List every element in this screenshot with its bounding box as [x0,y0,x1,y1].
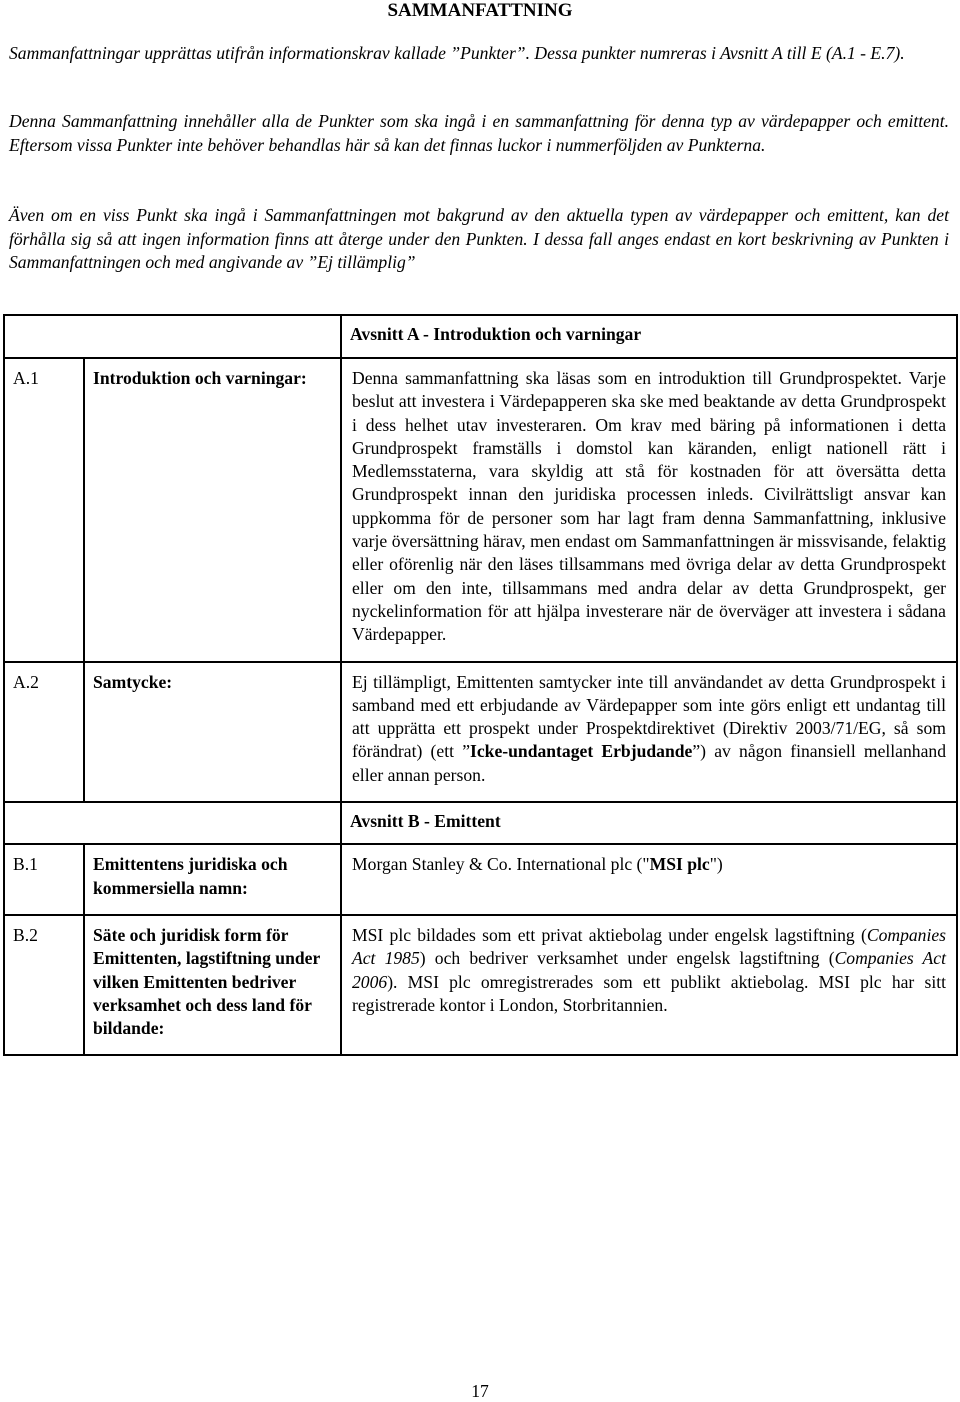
section-row-b [4,802,957,844]
section-b-blank-cell [4,802,341,844]
table-row-a1 [4,358,957,662]
row-b1-body [341,844,957,915]
row-b1-id: B.1 [4,844,84,915]
row-a1-body: Denna sammanfattning ska läsas som en introduktion till Grundprospektet. Varje beslut att investera i Värdepapperen ska ske med beaktande av detta Grundprospekt i dess helhet utav investeraren. Om krav med bäring på informationen i detta Grundprospekt framställs i domstol kan käranden, enligt nationell rätt i Medlemsstaterna, vara skyldig att stå för kostnaden för att översätta detta Grundprospekt innan den juridiska processen inleds. Civilrättsligt ansvar kan uppkomma för de personer som har lagt fram denna Sammanfattning, inklusive varje översättning härav, men endast om Sammanfattningen är missvisande, felaktig eller oförenlig när den läses tillsammans med övriga delar av detta Grundprospekt eller om den inte, tillsammans med andra delar av detta Grundprospekt, ger nyckelinformation för att hjälpa investerare när de överväger att investera i sådana Värdepapper. [341,358,957,662]
row-a2-body-text-1: Ej tillämpligt, Emittenten samtycker inte till användandet av detta Grundprospekt i samband med ett erbjudande av Värdepapper som inte görs enligt ett undantag till att upprätta ett prospekt under Prospektdirektivet (Direktiv 2003/71/EG, så som förändrat) (ett ” [352,671,946,762]
row-b2-body-text-2: ) och bedriver verksamhet under engelsk lagstiftning ( [419,948,835,969]
row-b2-act-2006: Companies Act 2006 [352,948,947,992]
row-a1-id: A.1 [4,358,84,662]
intro-paragraph-3: Även om en viss Punkt ska ingå i Sammanfattningen mot bakgrund av den aktuella typen av värdepapper och emittent, kan det förhålla sig så att ingen information finns att återge under den Punkten. I dessa fall anges endast en kort beskrivning av Punkten i Sammanfattningen och med angivande av ”Ej tillämplig” [9,205,949,272]
section-a-blank-cell [4,315,341,358]
row-a1-heading-text: Introduktion och varningar: [93,368,307,388]
row-b2-heading [84,915,341,1055]
row-b1-heading-text: Emittentens juridiska och kommersiella namn: [93,854,288,898]
row-b1-body-text-1: Morgan Stanley & Co. International plc (" [352,854,650,875]
row-b2-heading-text: Säte och juridisk form för Emittenten, lagstiftning under vilken Emittenten bedriver verksamhet och dess land för bildande: [93,924,320,1039]
row-a2-id: A.2 [4,662,84,802]
row-b2-id: B.2 [4,915,84,1055]
row-a2-heading-text: Samtycke: [93,671,173,692]
section-b-title: Avsnitt B - Emittent [341,802,957,844]
table-row-b1 [4,844,957,915]
row-a1-heading [84,358,341,662]
page-title: SAMMANFATTNING [387,0,573,21]
summary-table [3,314,958,1056]
row-b1-defined-term: MSI plc [649,854,710,875]
row-a2-body-text-2: ”) av någon finansiell mellanhand eller annan person. [352,741,946,785]
section-a-title: Avsnitt A - Introduktion och varningar [341,315,957,358]
row-b2-body-text-1: MSI plc bildades som ett privat aktiebolag under engelsk lagstiftning ( [352,924,867,945]
row-a2-defined-term: Icke-undantaget Erbjudande [470,741,693,762]
row-b2-act-1985: Companies Act 1985 [352,924,946,969]
intro-paragraph-1: Sammanfattningar upprättas utifrån informationskrav kallade ”Punkter”. Dessa punkter numreras i Avsnitt A till E (A.1 - E.7). [9,43,905,63]
table-row-a2 [4,662,957,802]
row-b2-body-text-3: ). MSI plc omregistrerades som ett publikt aktiebolag. MSI plc har sitt registrerade kontor i London, Storbritannien. [352,971,946,1015]
row-b1-heading [84,844,341,915]
row-a2-body [341,662,957,802]
table-row-b2 [4,915,957,1055]
page-number: 17 [471,1381,489,1401]
row-a2-heading [84,662,341,802]
intro-paragraph-2: Denna Sammanfattning innehåller alla de Punkter som ska ingå i en sammanfattning för denna typ av värdepapper och emittent. Eftersom vissa Punkter inte behöver behandlas här så kan det finnas luckor i nummerföljden av Punkterna. [9,111,949,155]
row-b2-body [341,915,957,1055]
section-row-a [4,315,957,358]
row-b1-body-text-2: ") [709,854,723,875]
